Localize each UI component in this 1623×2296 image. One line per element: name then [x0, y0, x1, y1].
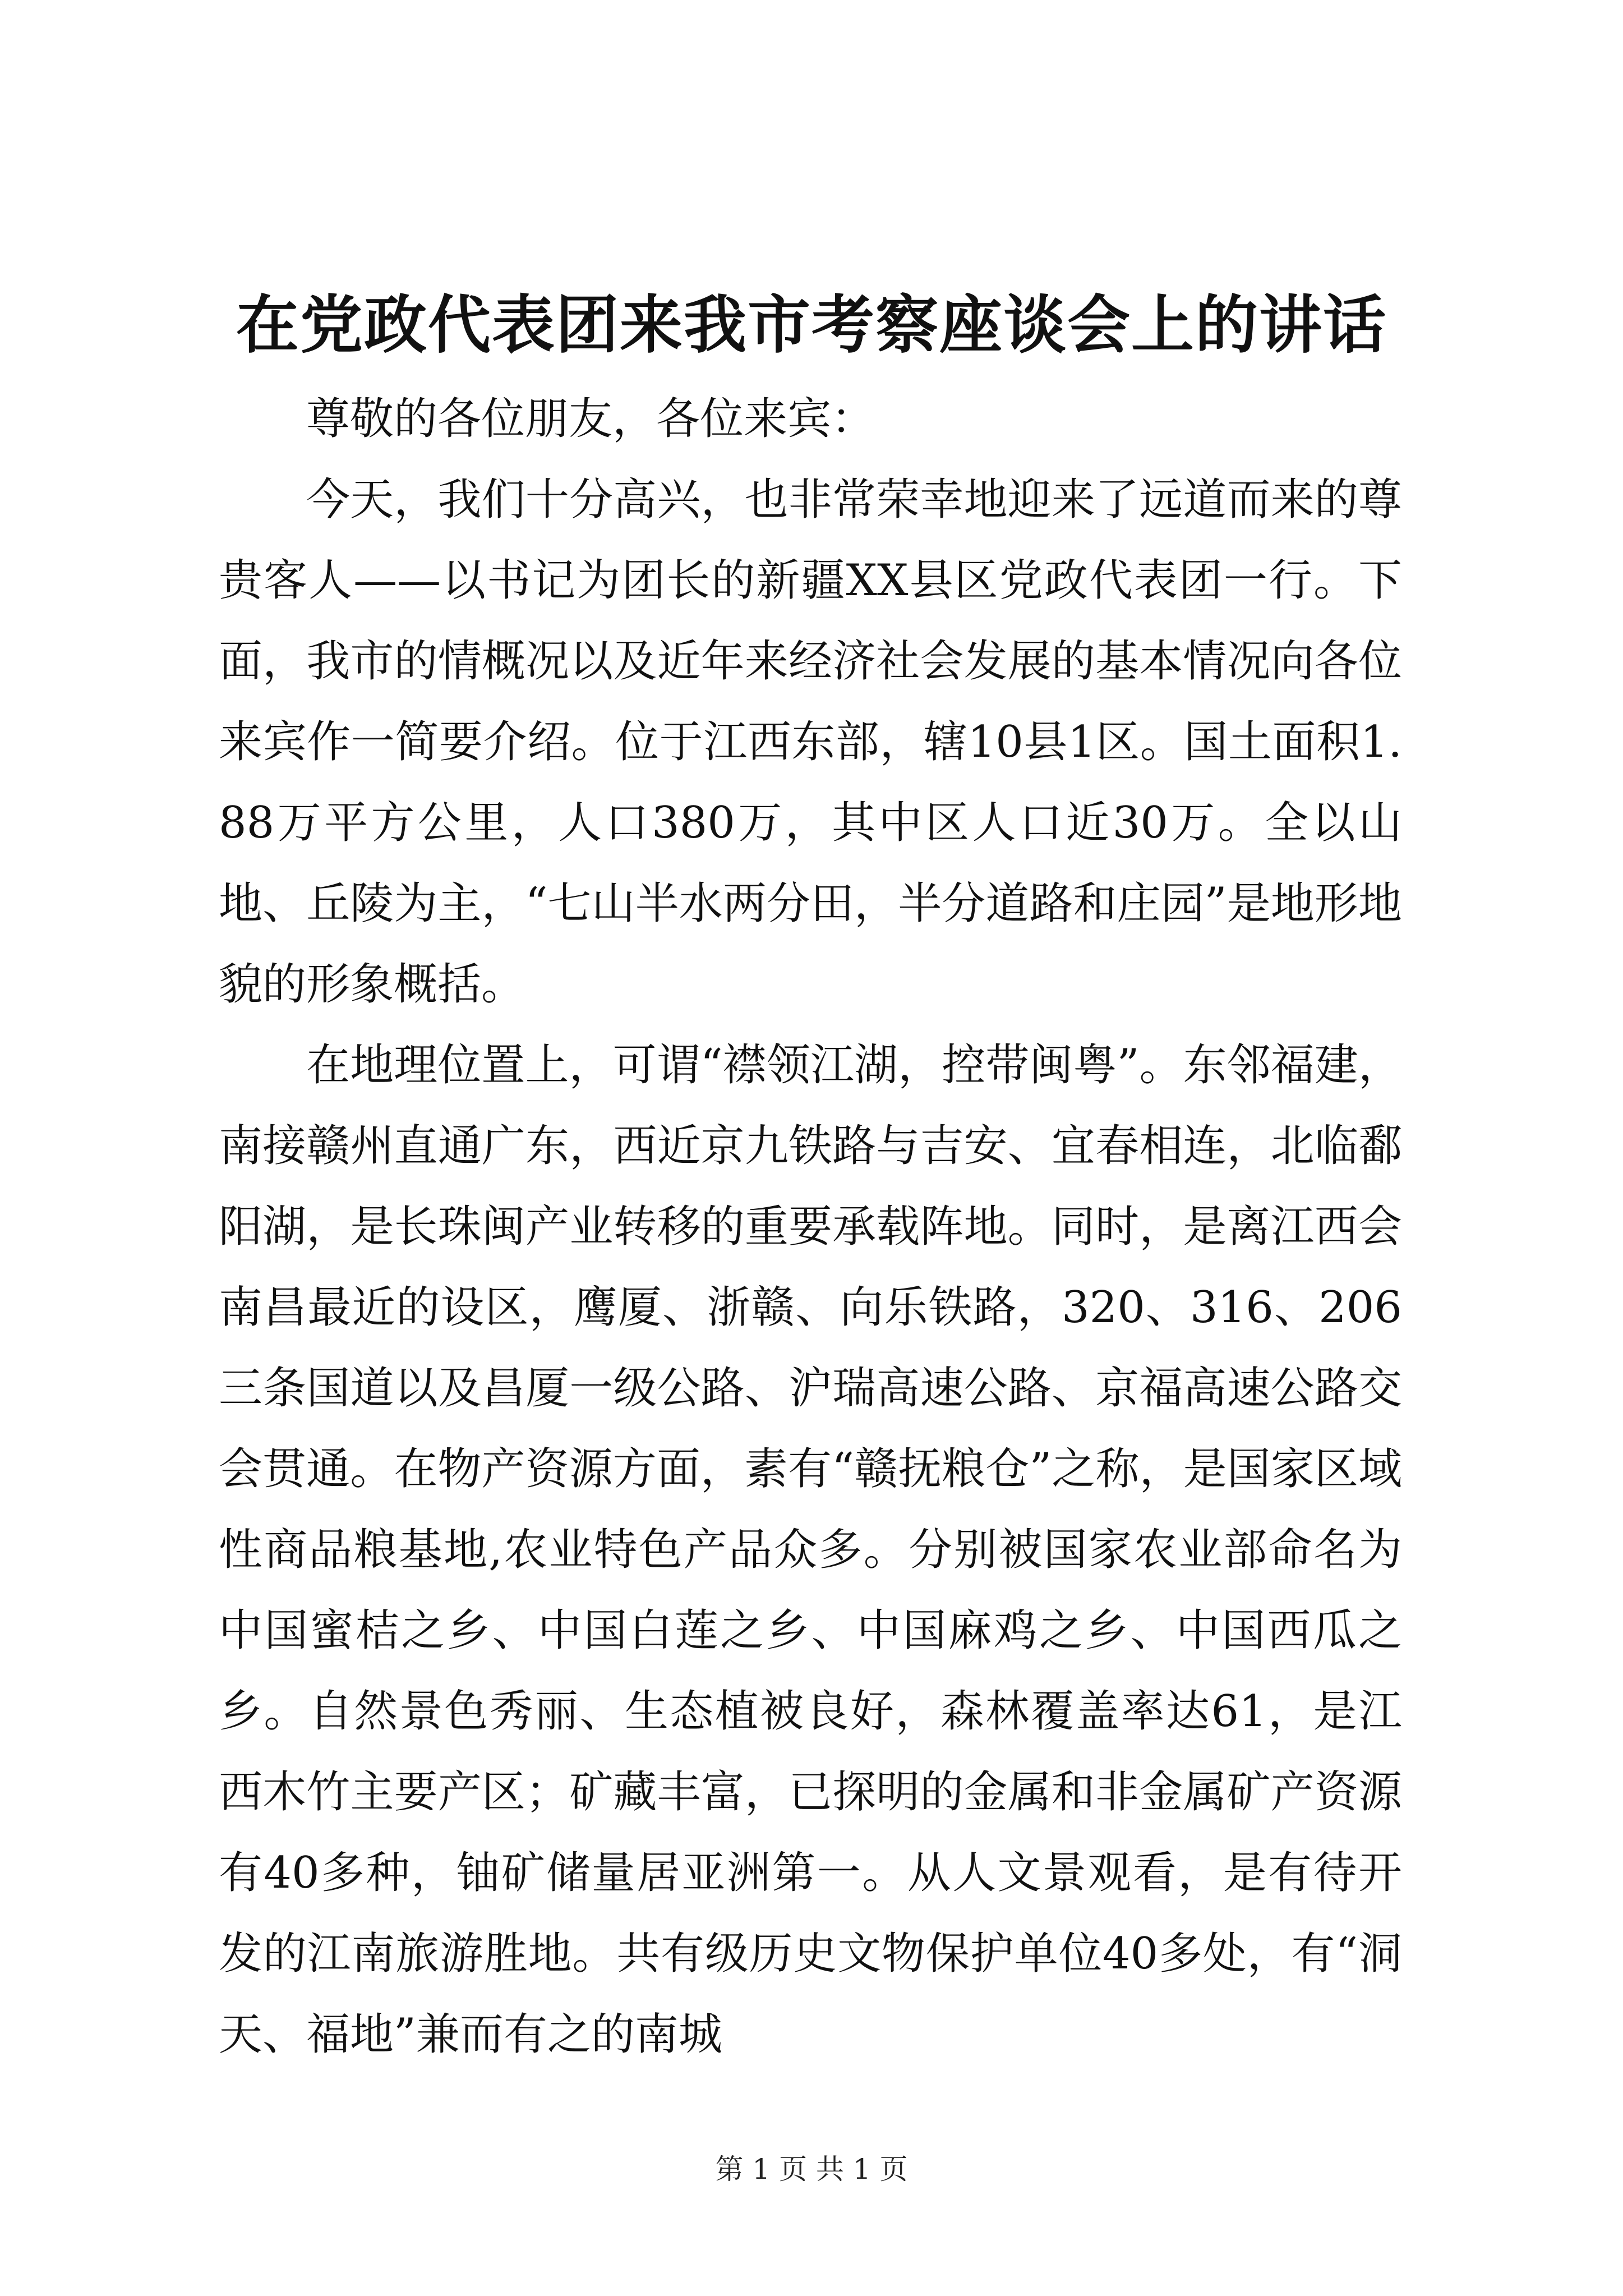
body-paragraph: 在地理位置上，可谓“襟领江湖，控带闽粤”。东邻福建，南接赣州直通广东，西近京九铁路与吉安、宜春相连，北临鄱阳湖，是长珠闽产业转移的重要承载阵地。同时，是离江西会南昌最近的设区，鹰厦、浙赣、向乐铁路，320、316、206三条国道以及昌厦一级公路、沪瑞高速公路、京福高速公路交会贯通。在物产资源方面，素有“赣抚粮仓”之称，是国家区域性商品粮基地,农业特色产品众多。分别被国家农业部命名为中国蜜桔之乡、中国白莲之乡、中国麻鸡之乡、中国西瓜之乡。自然景色秀丽、生态植被良好，森林覆盖率达61，是江西木竹主要产区；矿藏丰富，已探明的金属和非金属矿产资源有40多种，铀矿储量居亚洲第一。从人文景观看，是有待开发的江南旅游胜地。共有级历史文物保护单位40多处，有“洞天、福地”兼而有之的南城	[219, 1040, 1402, 2060]
document-title: 在党政代表团来我市考察座谈会上的讲话	[236, 288, 1387, 362]
document-body	[219, 379, 1402, 2075]
greeting-paragraph: 尊敬的各位朋友，各位来宾：	[306, 394, 875, 444]
body-paragraph: 今天，我们十分高兴，也非常荣幸地迎来了远道而来的尊贵客人——以书记为团长的新疆XX县区党政代表团一行。下面，我市的情概况以及近年来经济社会发展的基本情况向各位来宾作一简要介绍。位于江西东部，辖10县1区。国土面积1.88万平方公里，人口380万，其中区人口近30万。全以山地、丘陵为主，“七山半水两分田，半分道路和庄园”是地形地貌的形象概括。	[219, 475, 1402, 1010]
page-number-footer: 第 1 页 共 1 页	[715, 2153, 908, 2185]
